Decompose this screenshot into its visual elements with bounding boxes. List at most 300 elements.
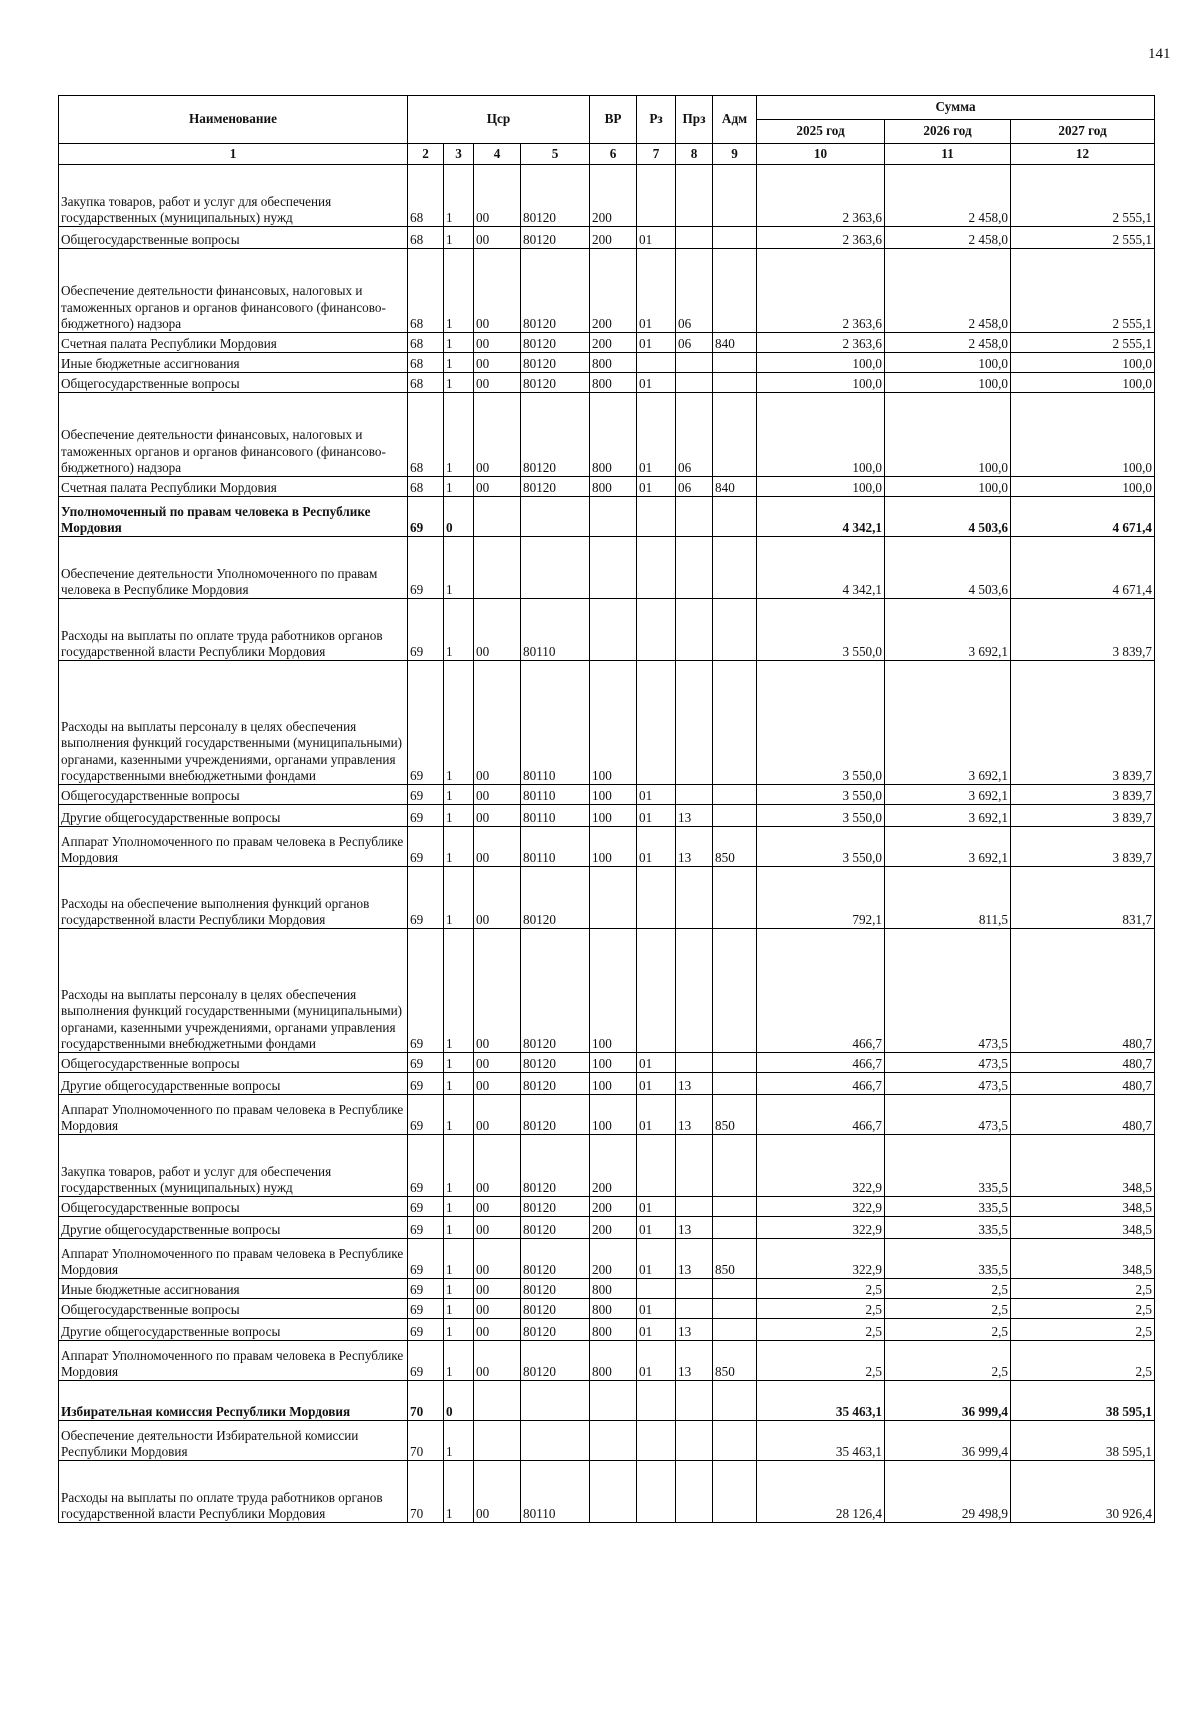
- header-adm: Адм: [713, 96, 757, 144]
- row-col-5: 80110: [521, 1461, 590, 1523]
- row-name: Обеспечение деятельности Избирательной комиссии Республики Мордовия: [59, 1421, 408, 1461]
- row-sum-2027: 480,7: [1011, 1073, 1155, 1095]
- row-col-5: 80110: [521, 827, 590, 867]
- row-sum-2026: 2,5: [885, 1279, 1011, 1299]
- row-name: Аппарат Уполномоченного по правам человека в Республике Мордовия: [59, 827, 408, 867]
- row-prz: [676, 1381, 713, 1421]
- row-adm: [713, 1461, 757, 1523]
- table-row: [59, 165, 1155, 227]
- row-vr: 800: [590, 373, 637, 393]
- row-name: Общегосударственные вопросы: [59, 227, 408, 249]
- row-vr: 100: [590, 827, 637, 867]
- row-prz: [676, 1197, 713, 1217]
- row-vr: 800: [590, 1279, 637, 1299]
- row-name: Аппарат Уполномоченного по правам человека в Республике Мордовия: [59, 1341, 408, 1381]
- row-sum-2026: 100,0: [885, 477, 1011, 497]
- row-sum-2027: 3 839,7: [1011, 805, 1155, 827]
- row-rz: 01: [637, 1319, 676, 1341]
- row-col-2: 69: [408, 1095, 444, 1135]
- row-col-3: 1: [444, 165, 474, 227]
- row-col-3: 1: [444, 1461, 474, 1523]
- row-rz: 01: [637, 785, 676, 805]
- row-name: Аппарат Уполномоченного по правам человека в Республике Мордовия: [59, 1239, 408, 1279]
- table-row: [59, 333, 1155, 353]
- row-col-2: 69: [408, 867, 444, 929]
- row-name: Общегосударственные вопросы: [59, 1299, 408, 1319]
- table-row: [59, 497, 1155, 537]
- row-col-2: 70: [408, 1421, 444, 1461]
- row-rz: 01: [637, 805, 676, 827]
- row-col-3: 1: [444, 1217, 474, 1239]
- row-name: Иные бюджетные ассигнования: [59, 1279, 408, 1299]
- row-col-3: 1: [444, 827, 474, 867]
- row-prz: [676, 1053, 713, 1073]
- row-name: Общегосударственные вопросы: [59, 373, 408, 393]
- row-sum-2026: 29 498,9: [885, 1461, 1011, 1523]
- row-sum-2026: 2,5: [885, 1341, 1011, 1381]
- row-name: Другие общегосударственные вопросы: [59, 805, 408, 827]
- row-rz: [637, 661, 676, 785]
- row-col-3: 1: [444, 867, 474, 929]
- row-adm: [713, 353, 757, 373]
- row-sum-2027: 3 839,7: [1011, 599, 1155, 661]
- row-col-5: 80120: [521, 165, 590, 227]
- row-adm: [713, 165, 757, 227]
- row-col-2: 69: [408, 1197, 444, 1217]
- header-csr: Цср: [408, 96, 590, 144]
- row-col-3: 1: [444, 1095, 474, 1135]
- row-sum-2025: 322,9: [757, 1217, 885, 1239]
- row-prz: [676, 353, 713, 373]
- row-col-5: 80110: [521, 785, 590, 805]
- row-sum-2025: 2,5: [757, 1319, 885, 1341]
- row-sum-2026: 2 458,0: [885, 249, 1011, 333]
- row-vr: 200: [590, 1239, 637, 1279]
- row-rz: 01: [637, 477, 676, 497]
- row-vr: 100: [590, 1073, 637, 1095]
- row-col-3: 1: [444, 537, 474, 599]
- row-name: Закупка товаров, работ и услуг для обеспечения государственных (муниципальных) нужд: [59, 165, 408, 227]
- table-row: [59, 227, 1155, 249]
- row-adm: 850: [713, 1095, 757, 1135]
- row-col-5: 80120: [521, 1299, 590, 1319]
- row-sum-2026: 335,5: [885, 1135, 1011, 1197]
- row-col-4: 00: [474, 1217, 521, 1239]
- row-sum-2025: 100,0: [757, 353, 885, 373]
- row-col-3: 1: [444, 1421, 474, 1461]
- row-col-2: 69: [408, 661, 444, 785]
- row-name: Обеспечение деятельности финансовых, налоговых и таможенных органов и органов финансового (финансово-бюджетного) надзора: [59, 249, 408, 333]
- row-prz: 13: [676, 1341, 713, 1381]
- row-prz: 13: [676, 1073, 713, 1095]
- row-sum-2025: 2 363,6: [757, 165, 885, 227]
- row-col-2: 69: [408, 1299, 444, 1319]
- row-col-5: 80110: [521, 805, 590, 827]
- row-col-5: 80120: [521, 1135, 590, 1197]
- row-col-2: 68: [408, 393, 444, 477]
- row-rz: [637, 1381, 676, 1421]
- row-col-5: 80120: [521, 1341, 590, 1381]
- row-sum-2026: 473,5: [885, 1053, 1011, 1073]
- row-sum-2025: 3 550,0: [757, 661, 885, 785]
- row-rz: [637, 867, 676, 929]
- col-num: 4: [474, 144, 521, 165]
- row-rz: 01: [637, 373, 676, 393]
- row-col-3: 1: [444, 661, 474, 785]
- row-sum-2026: 335,5: [885, 1197, 1011, 1217]
- row-col-5: 80120: [521, 249, 590, 333]
- row-rz: [637, 537, 676, 599]
- table-row: [59, 827, 1155, 867]
- row-name: Аппарат Уполномоченного по правам человека в Республике Мордовия: [59, 1095, 408, 1135]
- row-name: Счетная палата Республики Мордовия: [59, 477, 408, 497]
- row-col-5: 80120: [521, 867, 590, 929]
- row-col-3: 1: [444, 249, 474, 333]
- row-rz: 01: [637, 1341, 676, 1381]
- row-prz: 06: [676, 333, 713, 353]
- row-sum-2027: 38 595,1: [1011, 1381, 1155, 1421]
- header-rz: Рз: [637, 96, 676, 144]
- row-vr: 800: [590, 1299, 637, 1319]
- table-row: [59, 393, 1155, 477]
- row-adm: [713, 785, 757, 805]
- row-sum-2025: 2,5: [757, 1299, 885, 1319]
- row-sum-2027: 4 671,4: [1011, 537, 1155, 599]
- row-sum-2027: 2,5: [1011, 1279, 1155, 1299]
- table-row: [59, 1341, 1155, 1381]
- row-rz: [637, 1135, 676, 1197]
- row-col-3: 1: [444, 785, 474, 805]
- row-sum-2025: 322,9: [757, 1239, 885, 1279]
- row-col-5: 80120: [521, 353, 590, 373]
- row-col-4: 00: [474, 227, 521, 249]
- row-sum-2026: 473,5: [885, 929, 1011, 1053]
- table-row: [59, 1279, 1155, 1299]
- row-name: Другие общегосударственные вопросы: [59, 1217, 408, 1239]
- row-prz: [676, 1299, 713, 1319]
- table-row: [59, 805, 1155, 827]
- row-sum-2026: 3 692,1: [885, 805, 1011, 827]
- row-col-2: 69: [408, 1053, 444, 1073]
- row-col-5: 80120: [521, 1279, 590, 1299]
- table-row: [59, 537, 1155, 599]
- row-col-3: 1: [444, 1073, 474, 1095]
- row-vr: 100: [590, 805, 637, 827]
- row-rz: [637, 1421, 676, 1461]
- header-year-2026: 2026 год: [885, 120, 1011, 144]
- header-prz: Прз: [676, 96, 713, 144]
- row-sum-2026: 3 692,1: [885, 599, 1011, 661]
- row-vr: 200: [590, 165, 637, 227]
- row-sum-2026: 36 999,4: [885, 1421, 1011, 1461]
- row-rz: 01: [637, 1053, 676, 1073]
- row-prz: [676, 661, 713, 785]
- row-col-2: 69: [408, 929, 444, 1053]
- table-row: [59, 1053, 1155, 1073]
- row-prz: 13: [676, 1217, 713, 1239]
- row-sum-2027: 348,5: [1011, 1217, 1155, 1239]
- row-sum-2025: 792,1: [757, 867, 885, 929]
- row-col-5: 80110: [521, 661, 590, 785]
- table-row: [59, 1095, 1155, 1135]
- row-sum-2027: 100,0: [1011, 373, 1155, 393]
- row-col-4: [474, 537, 521, 599]
- row-name: Другие общегосударственные вопросы: [59, 1319, 408, 1341]
- row-col-2: 68: [408, 333, 444, 353]
- row-sum-2027: 2,5: [1011, 1319, 1155, 1341]
- row-adm: [713, 1421, 757, 1461]
- row-name: Иные бюджетные ассигнования: [59, 353, 408, 373]
- header-name: Наименование: [59, 96, 408, 144]
- row-sum-2027: 2,5: [1011, 1299, 1155, 1319]
- row-name: Уполномоченный по правам человека в Республике Мордовия: [59, 497, 408, 537]
- row-sum-2025: 2 363,6: [757, 333, 885, 353]
- row-col-2: 69: [408, 497, 444, 537]
- row-vr: 200: [590, 1197, 637, 1217]
- row-vr: [590, 1421, 637, 1461]
- row-col-4: 00: [474, 1461, 521, 1523]
- row-col-3: 1: [444, 1197, 474, 1217]
- row-adm: [713, 1217, 757, 1239]
- row-prz: 13: [676, 1095, 713, 1135]
- row-col-2: 69: [408, 1073, 444, 1095]
- row-vr: [590, 599, 637, 661]
- row-vr: 200: [590, 1217, 637, 1239]
- row-col-4: 00: [474, 785, 521, 805]
- row-prz: [676, 1279, 713, 1299]
- row-col-2: 68: [408, 353, 444, 373]
- row-col-2: 69: [408, 805, 444, 827]
- row-col-3: 1: [444, 1279, 474, 1299]
- row-sum-2027: 38 595,1: [1011, 1421, 1155, 1461]
- row-name: Закупка товаров, работ и услуг для обеспечения государственных (муниципальных) нужд: [59, 1135, 408, 1197]
- row-rz: [637, 165, 676, 227]
- row-col-2: 69: [408, 1341, 444, 1381]
- row-rz: 01: [637, 1073, 676, 1095]
- row-prz: 06: [676, 393, 713, 477]
- row-prz: [676, 929, 713, 1053]
- row-vr: [590, 1381, 637, 1421]
- row-rz: 01: [637, 1197, 676, 1217]
- col-num: 11: [885, 144, 1011, 165]
- table-row: [59, 1299, 1155, 1319]
- row-prz: [676, 1461, 713, 1523]
- row-col-3: 1: [444, 1239, 474, 1279]
- row-sum-2025: 466,7: [757, 1073, 885, 1095]
- row-adm: [713, 373, 757, 393]
- row-vr: [590, 497, 637, 537]
- row-vr: [590, 537, 637, 599]
- row-rz: [637, 1279, 676, 1299]
- col-num: 2: [408, 144, 444, 165]
- row-name: Расходы на выплаты персоналу в целях обеспечения выполнения функций государственными (муниципальными) органами, казенными учреждениями, органами управления государственными внебюджетными фондами: [59, 929, 408, 1053]
- row-name: Расходы на выплаты по оплате труда работников органов государственной власти Республики Мордовия: [59, 599, 408, 661]
- row-adm: 840: [713, 333, 757, 353]
- page-number: 141: [1148, 46, 1171, 62]
- row-vr: 200: [590, 227, 637, 249]
- row-sum-2025: 100,0: [757, 477, 885, 497]
- row-col-4: 00: [474, 805, 521, 827]
- table-row: [59, 1461, 1155, 1523]
- row-sum-2025: 35 463,1: [757, 1381, 885, 1421]
- row-col-5: [521, 497, 590, 537]
- row-prz: [676, 537, 713, 599]
- col-num: 10: [757, 144, 885, 165]
- row-col-2: 68: [408, 165, 444, 227]
- row-col-2: 69: [408, 1239, 444, 1279]
- table-body: [59, 165, 1155, 1523]
- row-rz: 01: [637, 1095, 676, 1135]
- row-col-5: 80120: [521, 373, 590, 393]
- header-sum: Сумма: [757, 96, 1155, 120]
- row-col-2: 68: [408, 249, 444, 333]
- row-col-5: 80120: [521, 1319, 590, 1341]
- row-col-5: [521, 1381, 590, 1421]
- row-col-2: 68: [408, 373, 444, 393]
- row-col-4: 00: [474, 867, 521, 929]
- row-sum-2025: 4 342,1: [757, 497, 885, 537]
- row-sum-2026: 2 458,0: [885, 165, 1011, 227]
- table-row: [59, 1073, 1155, 1095]
- row-sum-2027: 3 839,7: [1011, 661, 1155, 785]
- row-sum-2027: 4 671,4: [1011, 497, 1155, 537]
- row-vr: 100: [590, 1053, 637, 1073]
- table-row: [59, 867, 1155, 929]
- row-sum-2026: 811,5: [885, 867, 1011, 929]
- row-sum-2025: 100,0: [757, 373, 885, 393]
- row-adm: [713, 661, 757, 785]
- row-sum-2026: 473,5: [885, 1095, 1011, 1135]
- row-sum-2027: 480,7: [1011, 1053, 1155, 1073]
- row-prz: [676, 497, 713, 537]
- row-col-4: 00: [474, 1341, 521, 1381]
- row-vr: 200: [590, 1135, 637, 1197]
- row-rz: 01: [637, 827, 676, 867]
- row-sum-2027: 480,7: [1011, 1095, 1155, 1135]
- row-col-3: 1: [444, 393, 474, 477]
- row-col-2: 69: [408, 827, 444, 867]
- row-rz: [637, 353, 676, 373]
- row-col-5: 80120: [521, 1217, 590, 1239]
- col-num: 5: [521, 144, 590, 165]
- row-col-2: 68: [408, 227, 444, 249]
- row-col-5: 80120: [521, 477, 590, 497]
- row-col-4: 00: [474, 393, 521, 477]
- table-row: [59, 1135, 1155, 1197]
- table-row: [59, 785, 1155, 805]
- table-row: [59, 1197, 1155, 1217]
- row-col-4: 00: [474, 1279, 521, 1299]
- row-prz: [676, 165, 713, 227]
- row-prz: 13: [676, 1239, 713, 1279]
- row-col-2: 70: [408, 1381, 444, 1421]
- row-sum-2025: 28 126,4: [757, 1461, 885, 1523]
- row-col-4: 00: [474, 1073, 521, 1095]
- row-sum-2027: 480,7: [1011, 929, 1155, 1053]
- row-sum-2025: 100,0: [757, 393, 885, 477]
- row-prz: [676, 785, 713, 805]
- row-sum-2027: 348,5: [1011, 1239, 1155, 1279]
- table-row: [59, 1381, 1155, 1421]
- row-sum-2026: 335,5: [885, 1239, 1011, 1279]
- row-rz: 01: [637, 249, 676, 333]
- row-sum-2027: 348,5: [1011, 1197, 1155, 1217]
- row-sum-2027: 348,5: [1011, 1135, 1155, 1197]
- row-col-4: 00: [474, 1299, 521, 1319]
- row-col-4: 00: [474, 1319, 521, 1341]
- row-vr: 100: [590, 785, 637, 805]
- row-adm: [713, 599, 757, 661]
- row-col-4: 00: [474, 827, 521, 867]
- row-vr: 100: [590, 1095, 637, 1135]
- row-rz: 01: [637, 333, 676, 353]
- row-col-4: 00: [474, 1135, 521, 1197]
- row-adm: 850: [713, 1239, 757, 1279]
- row-name: Обеспечение деятельности финансовых, налоговых и таможенных органов и органов финансового (финансово-бюджетного) надзора: [59, 393, 408, 477]
- row-sum-2027: 2 555,1: [1011, 165, 1155, 227]
- table-row: [59, 477, 1155, 497]
- row-sum-2027: 831,7: [1011, 867, 1155, 929]
- row-prz: [676, 599, 713, 661]
- row-prz: 13: [676, 827, 713, 867]
- row-name: Расходы на выплаты по оплате труда работников органов государственной власти Республики Мордовия: [59, 1461, 408, 1523]
- row-adm: [713, 1073, 757, 1095]
- row-col-5: [521, 1421, 590, 1461]
- row-col-5: 80120: [521, 1239, 590, 1279]
- row-sum-2027: 100,0: [1011, 353, 1155, 373]
- row-sum-2026: 2,5: [885, 1299, 1011, 1319]
- row-col-3: 1: [444, 373, 474, 393]
- row-vr: 800: [590, 353, 637, 373]
- row-col-3: 1: [444, 1135, 474, 1197]
- row-col-4: 00: [474, 1053, 521, 1073]
- row-sum-2027: 2 555,1: [1011, 227, 1155, 249]
- header-year-2025: 2025 год: [757, 120, 885, 144]
- row-sum-2026: 4 503,6: [885, 497, 1011, 537]
- row-col-5: 80120: [521, 1197, 590, 1217]
- table-row: [59, 661, 1155, 785]
- row-col-4: 00: [474, 1239, 521, 1279]
- row-vr: [590, 867, 637, 929]
- row-adm: [713, 1299, 757, 1319]
- row-col-3: 1: [444, 1299, 474, 1319]
- row-vr: 200: [590, 333, 637, 353]
- row-prz: [676, 867, 713, 929]
- row-sum-2027: 2 555,1: [1011, 249, 1155, 333]
- row-col-3: 1: [444, 599, 474, 661]
- row-col-5: 80120: [521, 333, 590, 353]
- row-sum-2026: 473,5: [885, 1073, 1011, 1095]
- row-sum-2027: 3 839,7: [1011, 785, 1155, 805]
- table-row: [59, 929, 1155, 1053]
- row-col-3: 1: [444, 353, 474, 373]
- row-sum-2026: 100,0: [885, 353, 1011, 373]
- row-adm: [713, 537, 757, 599]
- row-sum-2026: 36 999,4: [885, 1381, 1011, 1421]
- row-sum-2027: 2,5: [1011, 1341, 1155, 1381]
- row-col-3: 1: [444, 477, 474, 497]
- row-adm: [713, 1135, 757, 1197]
- row-prz: [676, 1421, 713, 1461]
- row-col-4: 00: [474, 373, 521, 393]
- col-num: 6: [590, 144, 637, 165]
- row-col-4: [474, 1381, 521, 1421]
- row-col-4: 00: [474, 333, 521, 353]
- row-adm: [713, 1279, 757, 1299]
- row-col-3: 1: [444, 1319, 474, 1341]
- row-adm: [713, 497, 757, 537]
- row-rz: 01: [637, 227, 676, 249]
